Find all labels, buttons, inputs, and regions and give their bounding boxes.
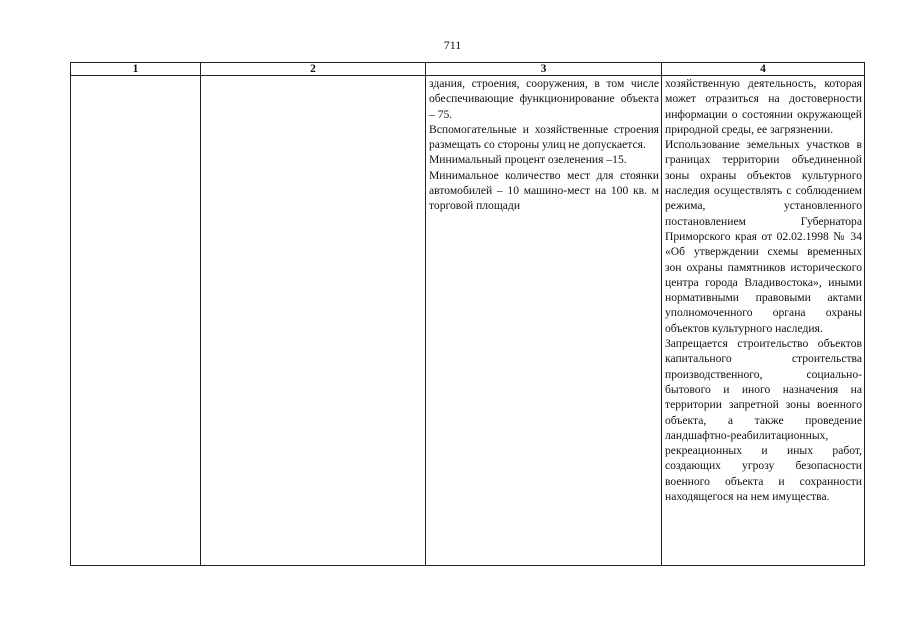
table-header-row <box>71 63 865 76</box>
col3-paragraph-4: Минимальное количество мест для стоянки автомобилей – 10 машино-мест на 100 кв. м торговой площади <box>429 168 659 213</box>
table-row <box>71 76 865 566</box>
col3-paragraph-1: здания, строения, сооружения, в том числе обеспечивающие функционирование объекта – 75. <box>429 77 659 121</box>
cell-col-1 <box>71 76 201 566</box>
col3-paragraph-3: Минимальный процент озеленения –15. <box>429 153 627 167</box>
col4-paragraph-2: Использование земельных участков в границах территории объединенной зоны охраны объектов культурного наследия осуществлять с соблюдением режима, установленного постановлением Губернатора Приморского края от 02.02.1998 № 34 «Об утверждении схемы временных зон охраны памятников исторического центра города Владивостока», иными нормативными правовыми актами уполномоченного органа охраны объектов культурного наследия. <box>665 138 862 335</box>
column-header-4: 4 <box>662 63 865 76</box>
page-number: 711 <box>443 38 462 52</box>
col4-paragraph-1: хозяйственную деятельность, которая может отразиться на достоверности информации о состоянии окружающей природной среды, ее загрязнении. <box>665 77 862 136</box>
cell-col-4 <box>662 76 865 566</box>
cell-col-3 <box>426 76 662 566</box>
column-header-1: 1 <box>71 63 201 76</box>
document-table <box>70 62 865 566</box>
col3-paragraph-2: Вспомогательные и хозяйственные строения размещать со стороны улиц не допускается. <box>429 122 659 152</box>
column-header-3: 3 <box>426 63 662 76</box>
cell-col-2 <box>201 76 426 566</box>
col4-paragraph-3: Запрещается строительство объектов капитального строительства производственного, социально-бытового и иного назначения на территории запретной зоны военного объекта, а также проведение ландшафтно-реабилитационных, рекреационных и иных работ, создающих угрозу безопасности военного объекта и сохранности находящегося на нем имущества. <box>665 337 862 504</box>
column-header-2: 2 <box>201 63 426 76</box>
